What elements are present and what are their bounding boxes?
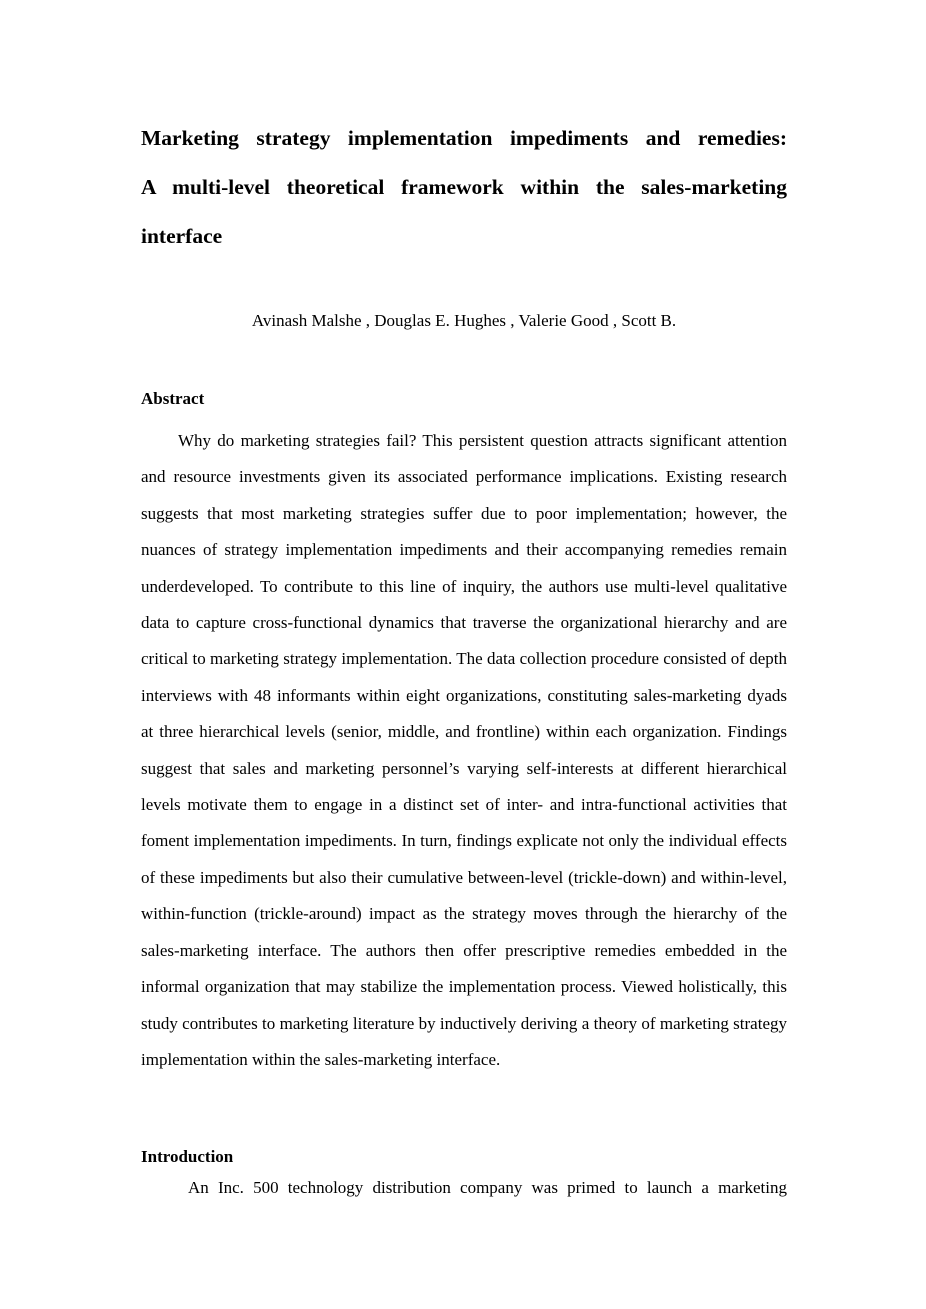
- paper-title: [141, 114, 787, 261]
- title-line-2: A multi-level theoretical framework within the sales-marketing: [141, 175, 787, 199]
- title-line-1: Marketing strategy implementation impediments and remedies:: [141, 126, 787, 150]
- introduction-heading: Introduction: [141, 1147, 234, 1166]
- title-line-3: interface: [141, 224, 223, 248]
- abstract-text: Why do marketing strategies fail? This persistent question attracts significant attention and resource investments given its associated performance implications. Existing research suggests that most marketing strategies suffer due to poor implementation; however, the nuances of strategy implementation impediments and their accompanying remedies remain underdeveloped. To contribute to this line of inquiry, the authors use multi-level qualitative data to capture cross-functional dynamics that traverse the organizational hierarchy and are critical to marketing strategy implementation. The data collection procedure consisted of depth interviews with 48 informants within eight organizations, constituting sales-marketing dyads at three hierarchical levels (senior, middle, and frontline) within each organization. Findings suggest that sales and marketing personnel’s varying self-interests at different hierarchical levels motivate them to engage in a distinct set of inter- and intra-functional activities that foment implementation impediments. In turn, findings explicate not only the individual effects of these impediments but also their cumulative between-level (trickle-down) and within-level, within-function (trickle-around) impact as the strategy moves through the hierarchy of the sales-marketing interface. The authors then offer prescriptive remedies embedded in the informal organization that may stabilize the implementation process. Viewed holistically, this study contributes to marketing literature by inductively deriving a theory of marketing strategy implementation within the sales-marketing interface.: [141, 431, 787, 1069]
- author-list: Avinash Malshe , Douglas E. Hughes , Valerie Good , Scott B.: [251, 311, 677, 330]
- abstract-heading: Abstract: [141, 389, 205, 408]
- introduction-text: An Inc. 500 technology distribution company was primed to launch a marketing: [188, 1178, 787, 1197]
